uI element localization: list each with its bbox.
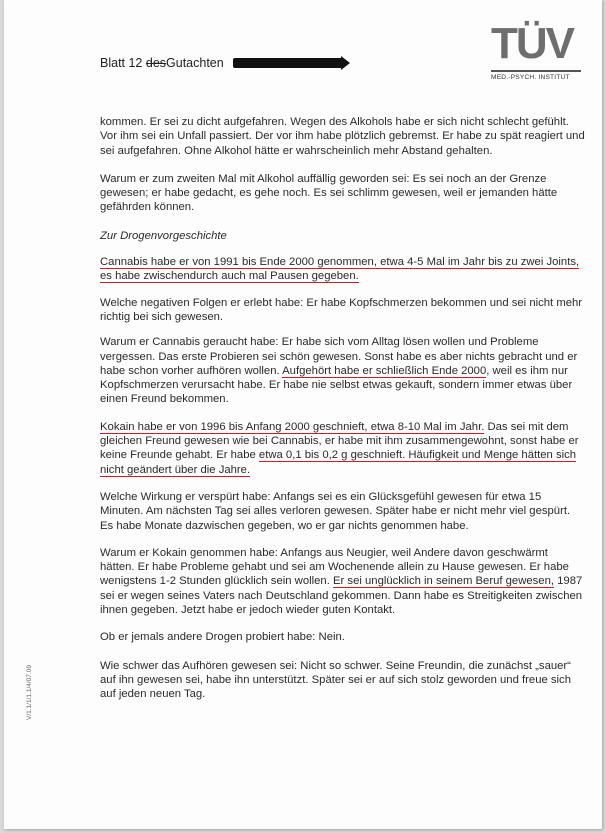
header-struck-word: des — [145, 56, 167, 70]
paragraph-6 — [100, 420, 585, 477]
paragraph-8-text-a: Warum er Kokain genommen habe: Anfangs aus Neugier, weil Andere davon geschwärmt hätten. Er habe Probleme gehabt und sei am Wochenende allein zu Hause gewesen. Er habe wenigstens 1-2 Stunden glücklich sein wollen. — [100, 546, 569, 588]
side-reference-code: V/1.1/1/1.1/4/07.09 — [26, 665, 33, 720]
report-body — [100, 115, 585, 702]
logo-subtitle: MED.-PSYCH. INSTITUT — [491, 74, 570, 81]
tuev-logo — [491, 19, 581, 81]
paragraph-5-text-a: Warum er Cannabis geraucht habe: Er habe sich vom Alltag lösen wollen und Probleme vergessen. Das erste Probieren sei schön gewesen. Sonst habe es aber nichts gebracht und er habe schon vorher aufhören wollen. — [100, 336, 578, 377]
section-heading: Zur Drogenvorgeschichte — [100, 229, 227, 242]
paragraph-9: Ob er jemals andere Drogen probiert habe: Nein. — [100, 631, 345, 644]
logo-mark: TÜV — [491, 19, 573, 68]
page-header — [100, 56, 224, 70]
document-page — [4, 0, 602, 829]
underlined-cannabis-text: Cannabis habe er von 1991 bis Ende 2000 genommen, etwa 4-5 Mal im Jahr bis zu zwei Joints, es habe zwischendurch auch mal Pausen gegeben. — [100, 256, 580, 283]
paragraph-4: Welche negativen Folgen er erlebt habe: Er habe Kopfschmerzen bekommen und sei nicht mehr richtig bei sich gewesen. — [100, 296, 583, 323]
paragraph-2: Warum er zum zweiten Mal mit Alkohol auffällig geworden sei: Es sei noch an der Grenze gewesen; er habe gedacht, es gehe noch. Es sei schlimm gewesen, weil er jemanden hätte gefährden können. — [100, 172, 558, 214]
paragraph-7: Welche Wirkung er verspürt habe: Anfangs sei es ein Glücksgefühl gewesen für etwa 15 Minuten. Am nächsten Tag sei alles verloren gewesen. Später habe er nicht mehr viel gespürt. Es habe Monate dazwischen gegeben, wo er gar nichts genommen habe. — [100, 490, 571, 532]
paragraph-8 — [100, 546, 585, 617]
underlined-cocaine-text: Kokain habe er von 1996 bis Anfang 2000 geschnieft, etwa 8-10 Mal im Jahr. — [100, 420, 485, 433]
paragraph-6-text: Das sei mit dem gleichen Freund gewesen wie bei Cannabis, er habe mit ihm zusammengewohnt, sonst habe er keine Freunde gehabt. Er habe — [100, 420, 579, 462]
paragraph-8-text-b: 1987 sei er wegen seines Vaters nach Deutschland gekommen. Dann habe es Streitigkeiten zwischen ihnen gegeben. Jetzt habe er jedoch wieder guten Kontakt. — [100, 575, 583, 617]
paragraph-1: kommen. Er sei zu dicht aufgefahren. Wegen des Alkohols habe er sich nicht schlecht gefühlt. Vor ihm sei ein Unfall passiert. Der vor ihm habe plötzlich gebremst. Er habe zu spät reagiert und sei aufgefahren. Ohne Alkohol hätte er wahrscheinlich mehr Abstand gehalten. — [100, 116, 585, 157]
paragraph-5-text-b: , weil es ihm nur Kopfschmerzen verursacht habe. Er habe nie selbst etwas gekauft, sondern immer etwas über einen Freund bekommen. — [100, 364, 573, 406]
logo-rule — [491, 70, 581, 72]
underlined-amount-text: etwa 0,1 bis 0,2 g geschnieft. Häufigkeit und Menge hätten sich nicht geändert über die Jahre. — [100, 449, 577, 476]
header-title: Gutachten — [166, 56, 224, 70]
header-prefix: Blatt 12 — [100, 56, 146, 70]
underlined-job-text: Er sei unglücklich in seinem Beruf gewesen, — [332, 575, 555, 588]
paragraph-5 — [100, 335, 585, 406]
redaction-bar — [233, 58, 343, 68]
paragraph-10: Wie schwer das Aufhören gewesen sei: Nicht so schwer. Seine Freundin, die zunächst „sauer“ auf ihn gewesen sei, habe ihn unterstützt. Später sei er auf sich stolz geworden und freue sich auf jeden neuen Tag. — [100, 659, 571, 701]
paragraph-3 — [100, 255, 585, 284]
underlined-stop-text: Aufgehört habe er schließlich Ende 2000 — [282, 364, 487, 377]
